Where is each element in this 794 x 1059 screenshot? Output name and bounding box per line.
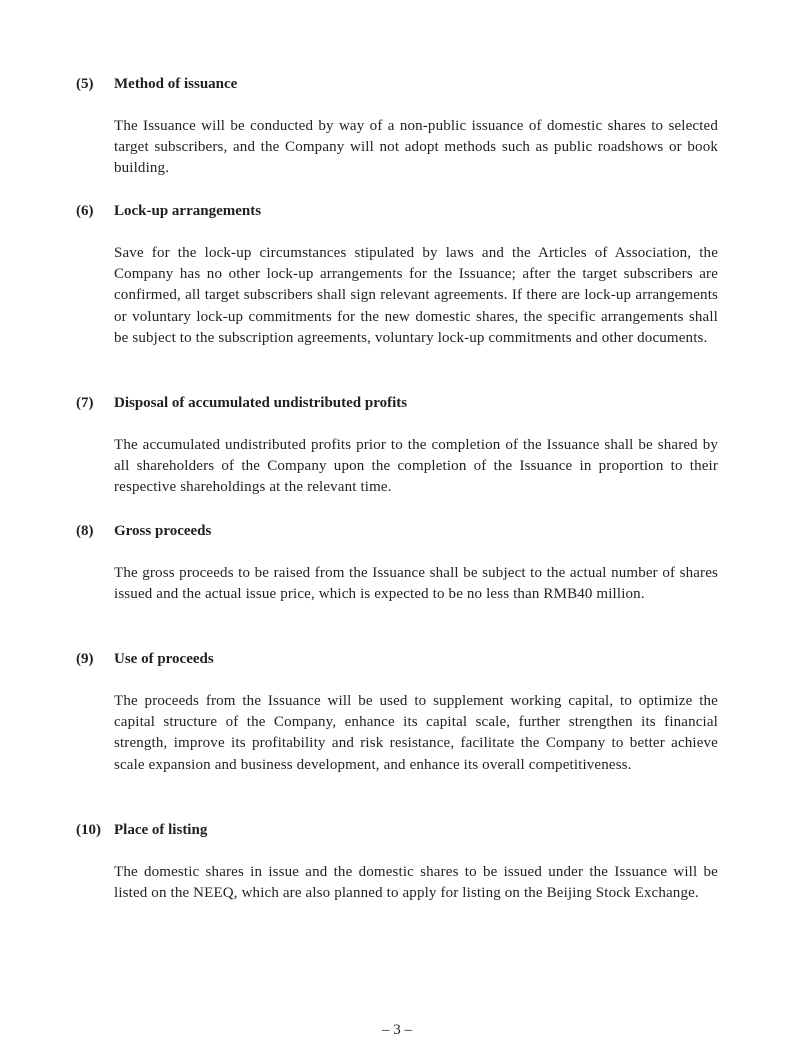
- section-use-of-proceeds: [76, 649, 718, 776]
- section-number: (7): [76, 395, 94, 411]
- section-body: The domestic shares in issue and the domestic shares to be issued under the Issuance will be listed on the NEEQ, which are also planned to apply for listing on the Beijing Stock Exchange.: [114, 864, 718, 902]
- section-disposal-of-profits: [76, 393, 718, 499]
- section-title: Use of proceeds: [114, 651, 214, 667]
- section-body: Save for the lock-up circumstances stipulated by laws and the Articles of Association, the Company has no other lock-up arrangements for the Issuance; after the target subscribers are confirmed, all target subscribers shall sign relevant agreements. If there are lock-up arrangements or voluntary lock-up commitments for the new domestic shares, the specific arrangements shall be subject to the subscription agreements, voluntary lock-up commitments and other documents.: [114, 245, 718, 346]
- section-heading: [76, 74, 718, 94]
- section-number: (8): [76, 523, 94, 539]
- section-body: The Issuance will be conducted by way of a non-public issuance of domestic shares to selected target subscribers, and the Company will not adopt methods such as public roadshows or book building.: [114, 118, 718, 177]
- section-number: (9): [76, 651, 94, 667]
- section-number: (6): [76, 203, 94, 219]
- page-number: – 3 –: [382, 1022, 412, 1038]
- section-title: Lock-up arrangements: [114, 203, 262, 219]
- section-body: The accumulated undistributed profits prior to the completion of the Issuance shall be shared by all shareholders of the Company upon the completion of the Issuance in proportion to their respective shareholdings at the relevant time.: [114, 437, 718, 496]
- section-number: (5): [76, 76, 94, 92]
- section-heading: [76, 393, 718, 413]
- section-title: Place of listing: [114, 822, 208, 838]
- section-place-of-listing: [76, 820, 718, 904]
- section-title: Method of issuance: [114, 76, 238, 92]
- section-gross-proceeds: [76, 521, 718, 605]
- section-title: Gross proceeds: [114, 523, 212, 539]
- section-title: Disposal of accumulated undistributed profits: [114, 395, 408, 411]
- section-heading: [76, 521, 718, 541]
- section-number: (10): [76, 822, 101, 838]
- section-body: The gross proceeds to be raised from the Issuance shall be subject to the actual number of shares issued and the actual issue price, which is expected to be no less than RMB40 million.: [114, 565, 718, 603]
- section-heading: [76, 820, 718, 840]
- section-lock-up-arrangements: [76, 201, 718, 349]
- section-body: The proceeds from the Issuance will be used to supplement working capital, to optimize the capital structure of the Company, enhance its capital scale, further strengthen its financial strength, improve its profitability and risk resistance, facilitate the Company to better achieve scale expansion and business development, and enhance its overall competitiveness.: [114, 693, 718, 773]
- section-heading: [76, 201, 718, 221]
- section-method-of-issuance: [76, 74, 718, 180]
- section-heading: [76, 649, 718, 669]
